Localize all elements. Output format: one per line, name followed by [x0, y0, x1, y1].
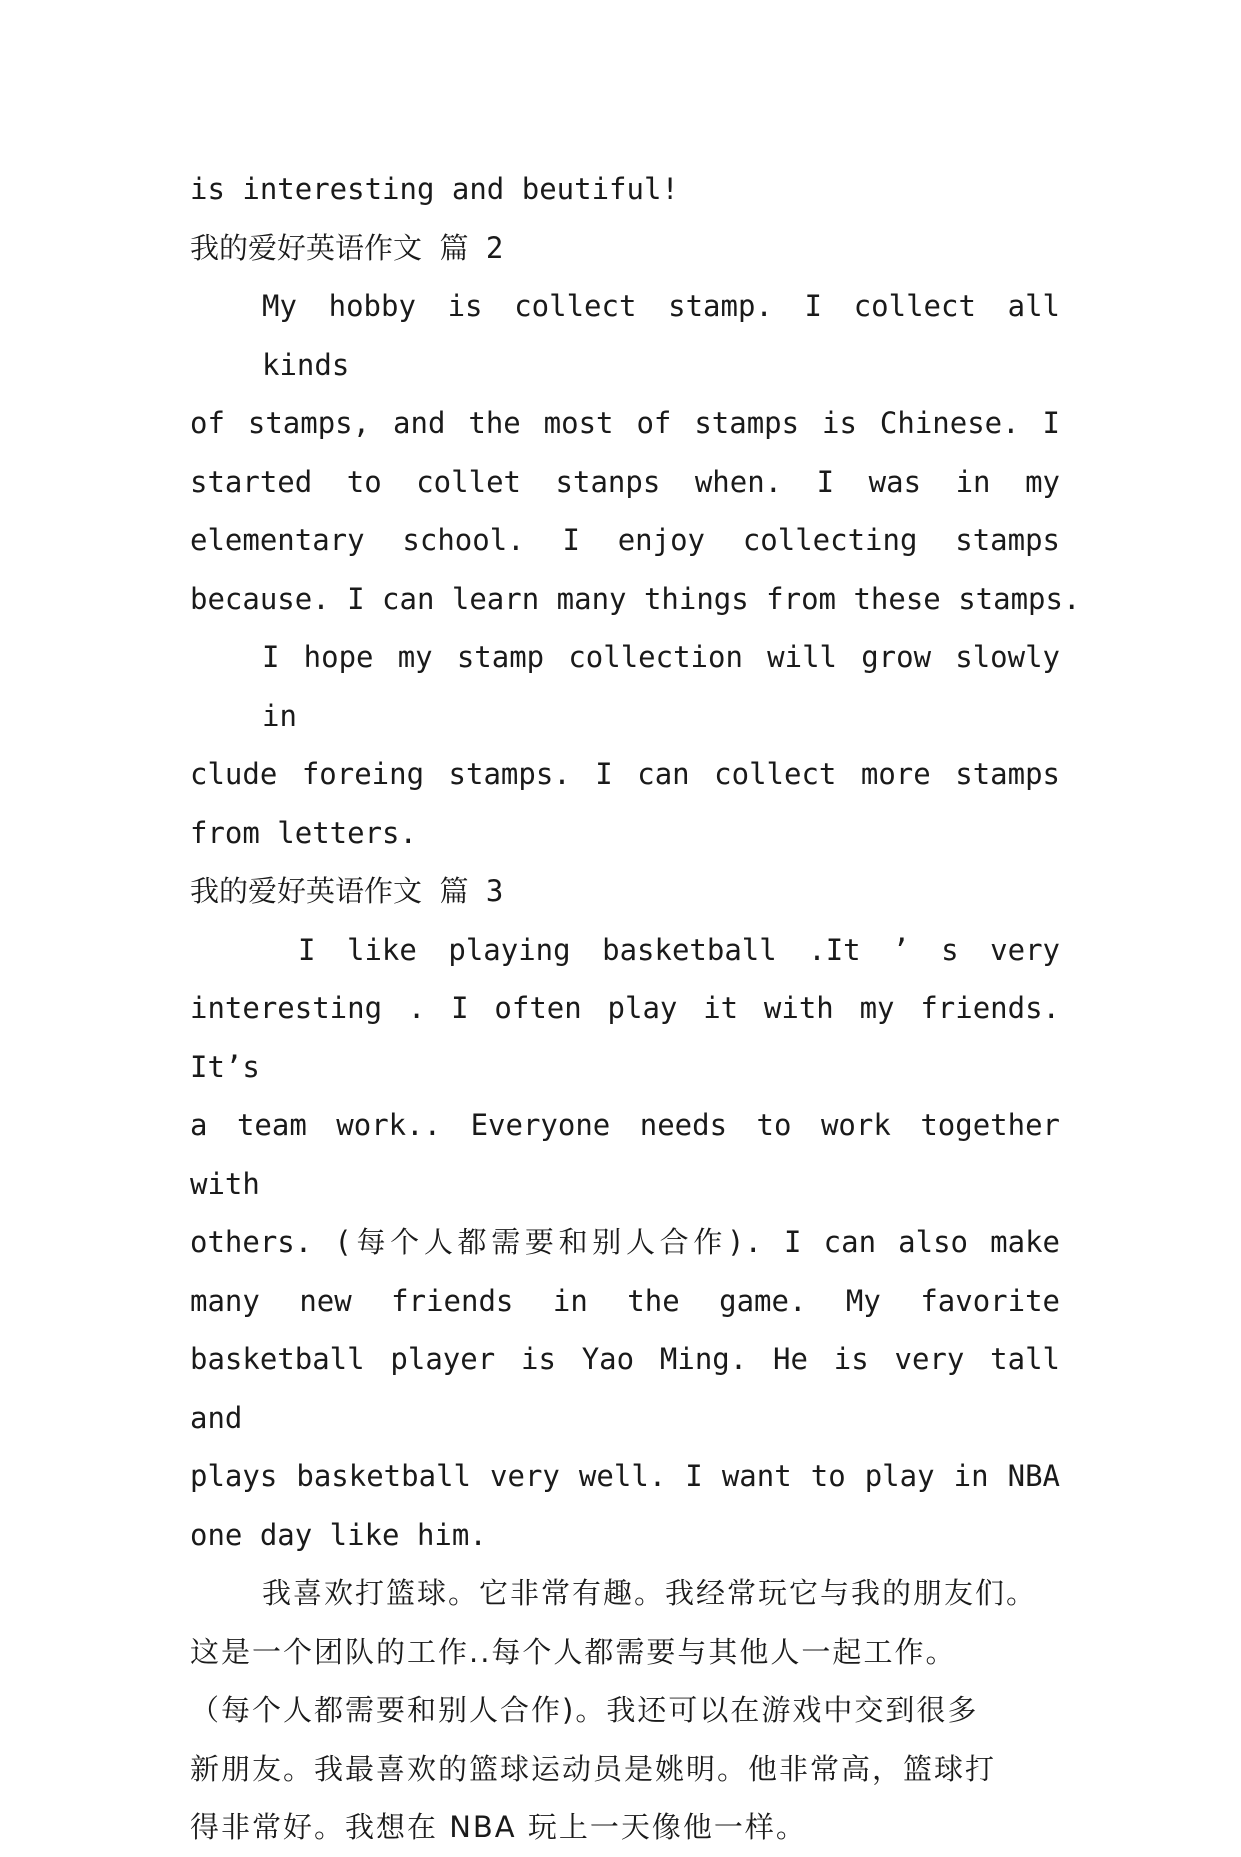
paragraph-line: clude foreing stamps. I can collect more stamps [190, 757, 1060, 791]
paragraph-line: of stamps, and the most of stamps is Chinese. I [190, 406, 1060, 440]
paragraph-line: is interesting and beutiful! [190, 172, 679, 206]
paragraph-line: elementary school. I enjoy collecting stamps [190, 523, 1060, 557]
paragraph-line: others. (每个人都需要和别人合作). I can also make [190, 1225, 1060, 1259]
paragraph-line: a team work.. Everyone needs to work together with [190, 1108, 1060, 1201]
paragraph-line: 这是一个团队的工作..每个人都需要与其他人一起工作。 [190, 1634, 957, 1669]
paragraph-line: 我喜欢打篮球。它非常有趣。我经常玩它与我的朋友们。 [262, 1576, 1038, 1610]
paragraph-line: because. I can learn many things from these stamps. [190, 581, 1081, 616]
paragraph-line: 新朋友。我最喜欢的篮球运动员是姚明。他非常高，篮球打 [190, 1751, 997, 1786]
paragraph-line: basketball player is Yao Ming. He is very tall and [190, 1342, 1060, 1435]
paragraph-line: （每个人都需要和别人合作)。我还可以在游戏中交到很多 [190, 1693, 979, 1727]
paragraph-line: My hobby is collect stamp. I collect all kinds [262, 289, 1060, 382]
paragraph-line: started to collet stanps when. I was in my [190, 464, 1060, 499]
section-heading-2: 我的爱好英语作文 篇 2 [190, 230, 504, 265]
document-body [190, 160, 1081, 1857]
paragraph-line: one day like him. [190, 1517, 487, 1552]
paragraph-line: plays basketball very well. I want to play in NBA [190, 1459, 1060, 1493]
paragraph-line: many new friends in the game. My favorite [190, 1283, 1060, 1318]
paragraph-line: 得非常好。我想在 NBA 玩上一天像他一样。 [190, 1810, 807, 1844]
paragraph-line: I hope my stamp collection will grow slowly in [262, 640, 1060, 733]
paragraph-line: interesting . I often play it with my friends. It’s [190, 991, 1060, 1084]
paragraph-line: I like playing basketball .It ’ s very [298, 932, 1060, 967]
paragraph-line: from letters. [190, 815, 417, 850]
section-heading-3: 我的爱好英语作文 篇 3 [190, 874, 504, 908]
